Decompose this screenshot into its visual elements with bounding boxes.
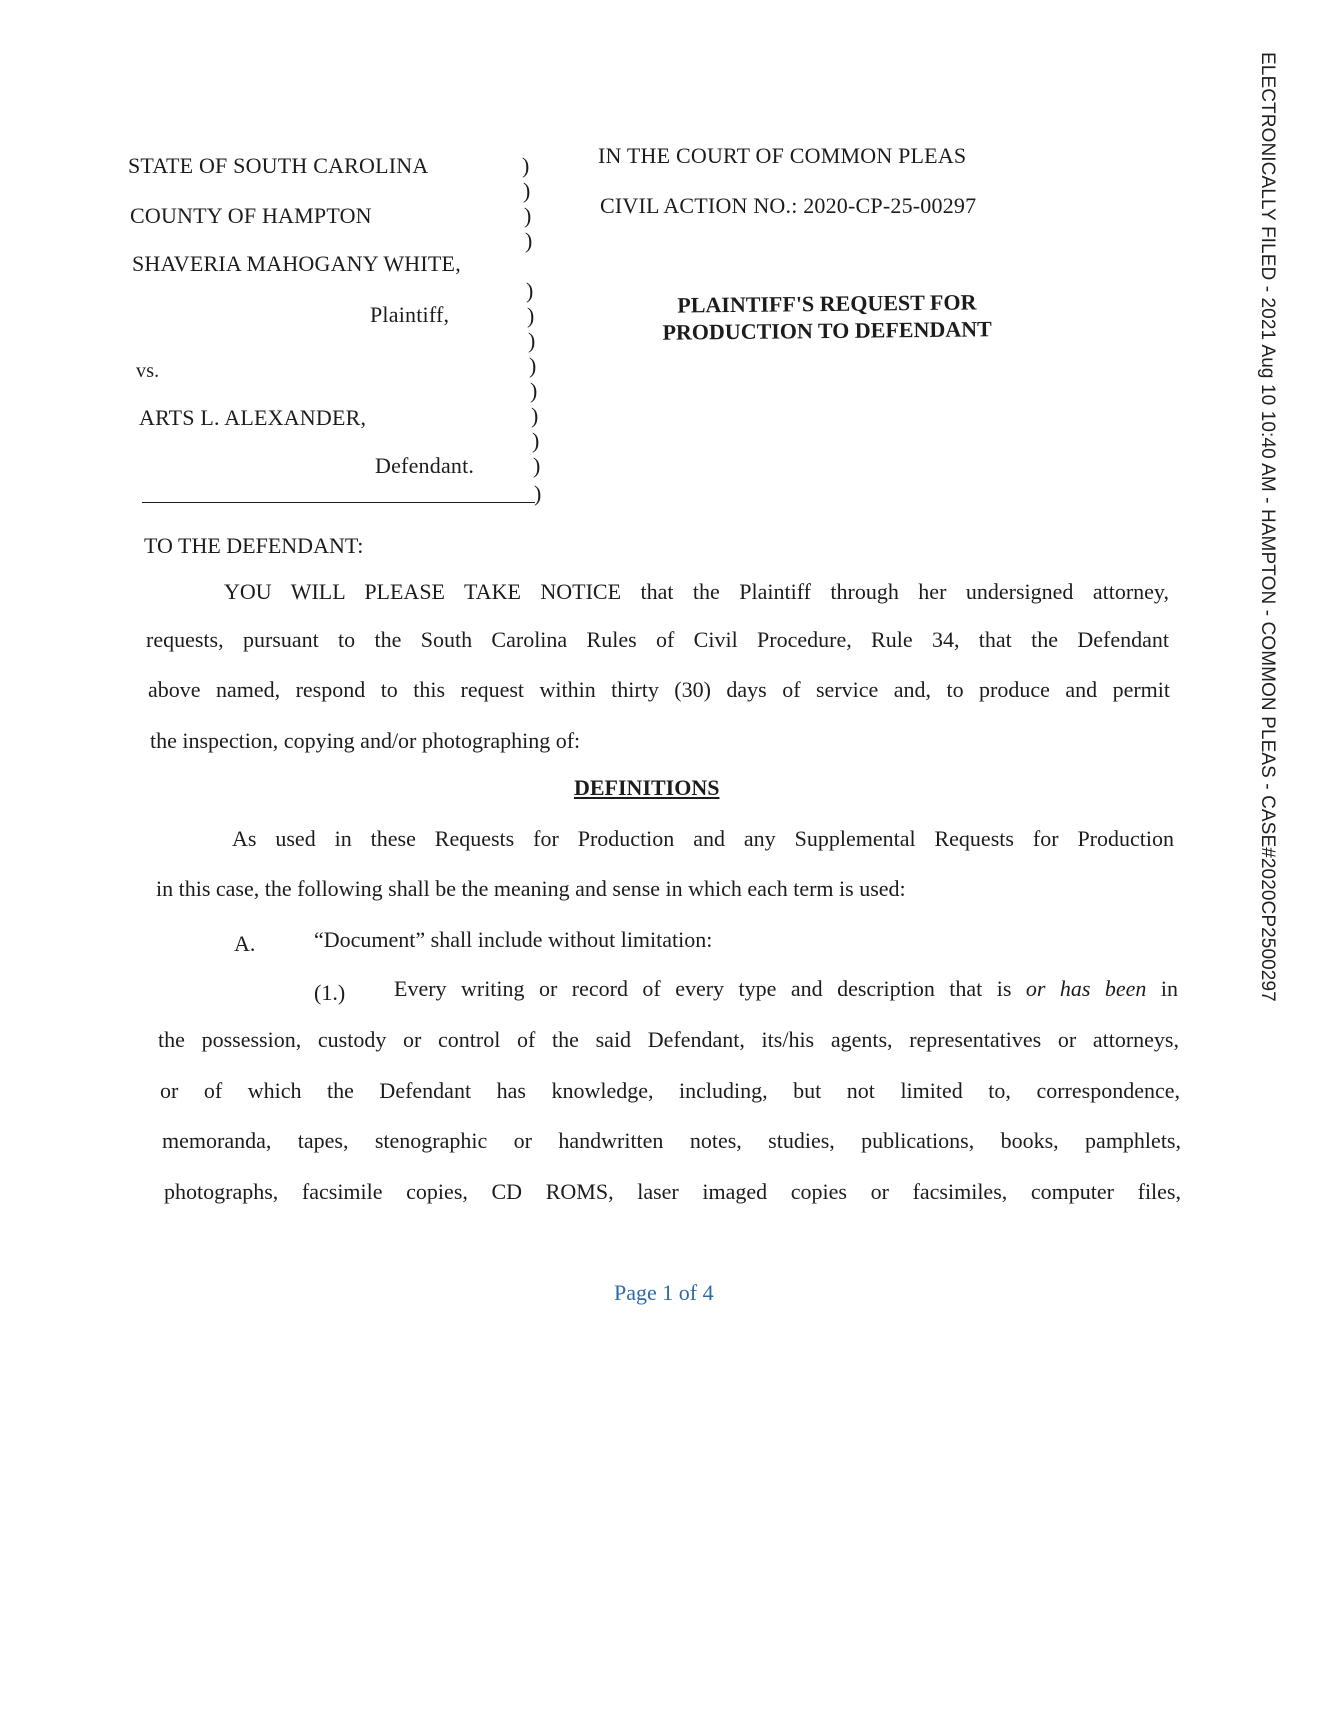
sub-item-line-2: the possession, custody or control of the said Defendant, its/his agents, representatives or attorneys, xyxy=(158,1027,1179,1052)
civil-action-number: CIVIL ACTION NO.: 2020-CP-25-00297 xyxy=(600,193,977,218)
sub-item-line-5: photographs, facsimile copies, CD ROMS, laser imaged copies or facsimiles, computer files, xyxy=(164,1179,1181,1204)
court-name: IN THE COURT OF COMMON PLEAS xyxy=(598,143,967,168)
item-a-text: “Document” shall include without limitation: xyxy=(314,927,713,952)
document-title-line-2: PRODUCTION TO DEFENDANT xyxy=(662,316,992,345)
definitions-intro-line-2: in this case, the following shall be the meaning and sense in which each term is used: xyxy=(156,876,906,901)
sub-item-line-4: memoranda, tapes, stenographic or handwritten notes, studies, publications, books, pamphlets, xyxy=(162,1128,1181,1153)
caption-versus: vs. xyxy=(136,360,160,382)
caption-paren: ) xyxy=(526,278,534,303)
sub-item-first-line-emphasis: or has been xyxy=(1025,976,1147,1001)
definitions-intro-line-1: As used in these Requests for Production and any Supplemental Requests for Production xyxy=(232,826,1174,851)
caption-paren: ) xyxy=(533,453,541,478)
electronic-filing-stamp: ELECTRONICALLY FILED - 2021 Aug 10 10:40 AM - HAMPTON - COMMON PLEAS - CASE#2020CP2500297 xyxy=(1257,52,1278,1002)
caption-paren: ) xyxy=(529,353,537,378)
caption-plaintiff-role: Plaintiff, xyxy=(370,302,450,327)
notice-line-3: above named, respond to this request within thirty (30) days of service and, to produce and permit xyxy=(148,677,1170,702)
caption-paren: ) xyxy=(522,153,530,178)
page-number: Page 1 of 4 xyxy=(614,1280,714,1305)
salutation: TO THE DEFENDANT: xyxy=(144,533,364,558)
document-title-line-1: PLAINTIFF'S REQUEST FOR xyxy=(677,289,977,318)
caption-paren: ) xyxy=(523,178,531,203)
caption-paren: ) xyxy=(524,203,532,228)
sub-item-first-line-start: Every writing or record of every type and description that is xyxy=(394,976,1026,1001)
caption-paren: ) xyxy=(531,403,539,428)
caption-state: STATE OF SOUTH CAROLINA xyxy=(128,153,429,178)
notice-line-1: YOU WILL PLEASE TAKE NOTICE that the Plaintiff through her undersigned attorney, xyxy=(224,579,1169,604)
definitions-heading: DEFINITIONS xyxy=(574,775,720,800)
caption-underline xyxy=(142,502,535,503)
caption-paren: ) xyxy=(532,428,540,453)
document-title xyxy=(612,288,1043,346)
notice-line-2: requests, pursuant to the South Carolina Rules of Civil Procedure, Rule 34, that the Defendant xyxy=(146,627,1169,652)
sub-item-line-3: or of which the Defendant has knowledge, including, but not limited to, correspondence, xyxy=(160,1078,1180,1103)
sub-item-first-line xyxy=(394,976,1178,1002)
sub-item-label: (1.) xyxy=(314,980,346,1005)
notice-line-4: the inspection, copying and/or photographing of: xyxy=(150,728,581,753)
item-a-label: A. xyxy=(234,931,256,956)
caption-county: COUNTY OF HAMPTON xyxy=(130,203,372,228)
caption-paren: ) xyxy=(534,481,542,506)
caption-paren: ) xyxy=(530,378,538,403)
sub-item-first-line-end: in xyxy=(1146,976,1179,1001)
caption-plaintiff-name: SHAVERIA MAHOGANY WHITE, xyxy=(132,251,461,276)
caption-paren: ) xyxy=(525,228,533,253)
caption-paren: ) xyxy=(527,303,535,328)
caption-defendant-role: Defendant. xyxy=(375,453,475,478)
caption-paren: ) xyxy=(528,328,536,353)
caption-defendant-name: ARTS L. ALEXANDER, xyxy=(139,405,367,430)
